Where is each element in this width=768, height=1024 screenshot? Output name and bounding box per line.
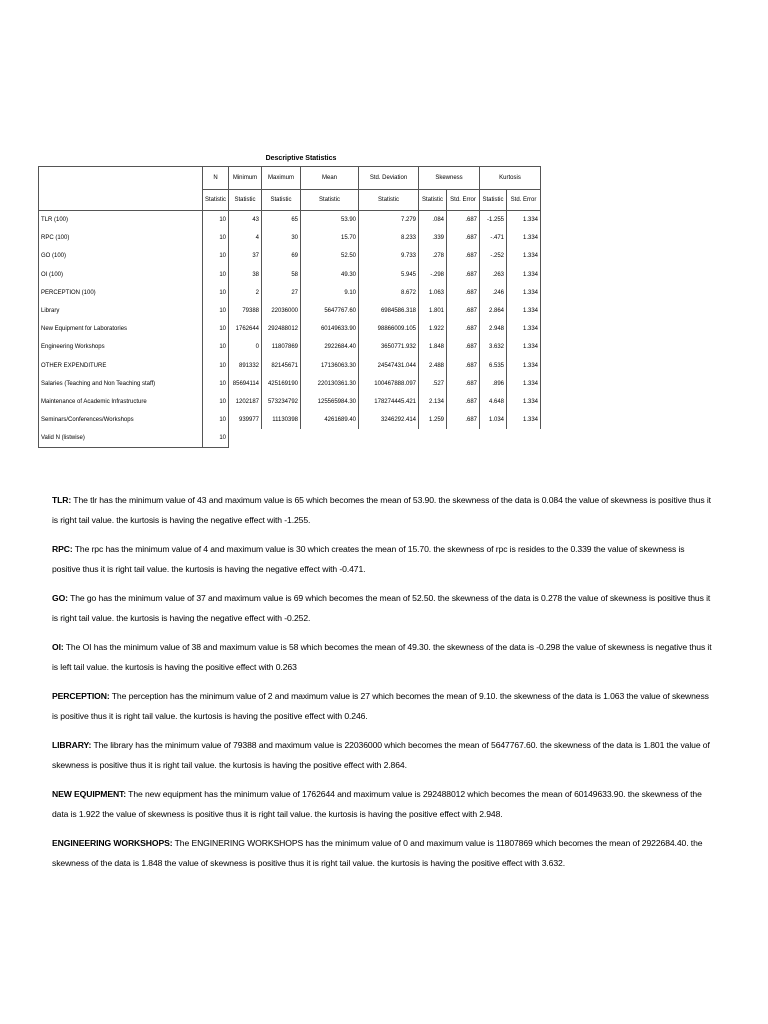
paragraph-text: The ENGINERING WORKSHOPS has the minimum value of 0 and maximum value is 11807869 which becomes the mean of 2922684.40. the skewness of the data is 1.848 the value of skewness is positive thus it is right tail value. the kurtosis is having the positive effect with 3.632. [52,838,703,868]
table-cell: .339 [419,229,447,247]
column-header: Std. Deviation [359,167,419,190]
paragraph-heading: OI: [52,642,64,652]
table-row [39,375,541,393]
table-cell: 24547431.044 [359,357,419,375]
row-label: New Equipment for Laboratories [39,320,203,338]
empty-cell [262,429,301,448]
empty-cell [229,429,262,448]
row-label: PERCEPTION (100) [39,284,203,302]
table-cell: 10 [203,320,229,338]
table-row [39,211,541,230]
table-cell: 425169190 [262,375,301,393]
table-cell: 43 [229,211,262,230]
table-cell: 37 [229,247,262,265]
table-cell: 85694114 [229,375,262,393]
table-cell: 1.063 [419,284,447,302]
paragraph-text: The new equipment has the minimum value of 1762644 and maximum value is 292488012 which becomes the mean of 60149633.90. the skewness of the data is 1.922 the value of skewness is positive thus it is right tail value. the kurtosis is having the positive effect with 2.948. [52,789,702,819]
table-cell: 49.30 [301,266,359,284]
table-cell: .896 [480,375,507,393]
paragraph [52,784,712,824]
paragraph-text: The OI has the minimum value of 38 and maximum value is 58 which becomes the mean of 49.30. the skewness of the data is -0.298 the value of skewness is negative thus it is left tail value. the kurtosis is having the positive effect with 0.263 [52,642,712,672]
subheader: Std. Error [447,190,480,211]
table-cell: 38 [229,266,262,284]
table-cell: 5.945 [359,266,419,284]
table-cell: 1.334 [507,411,541,429]
table-cell: 100467888.097 [359,375,419,393]
table-row [39,302,541,320]
paragraph [52,637,712,677]
table-cell: 2922684.40 [301,338,359,356]
subheader: Statistic [359,190,419,211]
table-cell: .687 [447,320,480,338]
subheader: Std. Error [507,190,541,211]
column-header: Kurtosis [480,167,541,190]
table-cell: .084 [419,211,447,230]
row-label: Seminars/Conferences/Workshops [39,411,203,429]
table-cell: 10 [203,229,229,247]
table-cell: 1.334 [507,338,541,356]
table-body [39,211,541,448]
table-title: Descriptive Statistics [265,155,337,162]
table-cell: 3650771.932 [359,338,419,356]
paragraph-heading: RPC: [52,544,73,554]
table-cell: 6.535 [480,357,507,375]
descriptive-statistics-table [38,166,541,448]
paragraph-heading: TLR: [52,495,72,505]
table-row [39,247,541,265]
table-cell: 5647767.60 [301,302,359,320]
table-cell: 10 [203,284,229,302]
paragraph-text: The perception has the minimum value of 2 and maximum value is 27 which becomes the mean of 9.10. the skewness of the data is 1.063 the value of skewness is positive thus it is right tail value. the kurtosis is having the positive effect with 0.246. [52,691,709,721]
table-row [39,357,541,375]
paragraph-heading: LIBRARY: [52,740,92,750]
table-row [39,338,541,356]
column-header: Minimum [229,167,262,190]
table-cell: .687 [447,357,480,375]
table-cell: 60149633.90 [301,320,359,338]
table-cell: 4 [229,229,262,247]
table-cell: 178274445.421 [359,393,419,411]
table-cell: 11130398 [262,411,301,429]
table-cell: 52.50 [301,247,359,265]
table-cell: 1.334 [507,247,541,265]
subheader: Statistic [229,190,262,211]
table-cell: 3.632 [480,338,507,356]
table-cell: 6984586.318 [359,302,419,320]
table-cell: .687 [447,284,480,302]
empty-cell [447,429,480,448]
table-cell: 1.334 [507,229,541,247]
paragraph-heading: NEW EQUIPMENT: [52,789,127,799]
table-cell: 125565984.30 [301,393,359,411]
row-label: GO (100) [39,247,203,265]
table-cell: 82145671 [262,357,301,375]
row-label: RPC (100) [39,229,203,247]
table-cell: 11807869 [262,338,301,356]
table-cell: 1.922 [419,320,447,338]
row-label: OTHER EXPENDITURE [39,357,203,375]
table-cell: 1.334 [507,302,541,320]
table-cell: 2.864 [480,302,507,320]
table-cell: 10 [203,338,229,356]
table-cell: 9.733 [359,247,419,265]
paragraph-heading: GO: [52,593,68,603]
column-header: Maximum [262,167,301,190]
table-cell: 10 [203,411,229,429]
row-label: Salaries (Teaching and Non Teaching staff) [39,375,203,393]
paragraph-text: The go has the minimum value of 37 and maximum value is 69 which becomes the mean of 52.50. the skewness of the data is 0.278 the value of skewness is positive thus it is right tail value. the kurtosis is having the negative effect with -0.252. [52,593,711,623]
table-cell: 4261689.40 [301,411,359,429]
table-cell: 8.233 [359,229,419,247]
row-label: Valid N (listwise) [39,429,203,448]
table-row [39,284,541,302]
table-cell: 10 [203,266,229,284]
empty-cell [301,429,359,448]
column-header: N [203,167,229,190]
table-cell: 30 [262,229,301,247]
corner-cell [39,167,203,190]
table-cell: 1762644 [229,320,262,338]
table-cell: .687 [447,338,480,356]
table-cell: 79388 [229,302,262,320]
table-cell: 10 [203,429,229,448]
paragraph [52,833,712,873]
paragraph-text: The tlr has the minimum value of 43 and maximum value is 65 which becomes the mean of 53.90. the skewness of the data is 0.084 the value of skewness is positive thus it is right tail value. the kurtosis is having the negative effect with -1.255. [52,495,711,525]
table-cell: 53.90 [301,211,359,230]
table-cell: 1.801 [419,302,447,320]
table-cell: .263 [480,266,507,284]
table-row [39,393,541,411]
table-cell: 58 [262,266,301,284]
table-cell: 573234792 [262,393,301,411]
table-cell: 939977 [229,411,262,429]
table-cell: .687 [447,211,480,230]
paragraph-text: The rpc has the minimum value of 4 and maximum value is 30 which creates the mean of 15.70. the skewness of rpc is resides to the 0.339 the value of skewness is positive thus it is right tail value. the kurtosis is having the negative effect with -0.471. [52,544,685,574]
table-cell: 7.279 [359,211,419,230]
table-row [39,229,541,247]
table-cell: 1.034 [480,411,507,429]
table-cell: -1.255 [480,211,507,230]
table-cell: 2 [229,284,262,302]
table-cell: 2.948 [480,320,507,338]
table-cell: 1.334 [507,211,541,230]
table-cell: 10 [203,375,229,393]
table-cell: .687 [447,247,480,265]
column-header: Mean [301,167,359,190]
table-cell: 1.334 [507,320,541,338]
table-cell: 1.848 [419,338,447,356]
subheader: Statistic [262,190,301,211]
table-cell: 1202187 [229,393,262,411]
subheader: Statistic [480,190,507,211]
row-label: Library [39,302,203,320]
table-row-valid-n [39,429,541,448]
table-cell: 1.259 [419,411,447,429]
subheader: Statistic [419,190,447,211]
table-cell: 1.334 [507,393,541,411]
table-cell: 15.70 [301,229,359,247]
paragraph [52,490,712,530]
table-row [39,411,541,429]
table-cell: 22036000 [262,302,301,320]
table-cell: 1.334 [507,284,541,302]
table-cell: .278 [419,247,447,265]
table-cell: 2.488 [419,357,447,375]
table-cell: 69 [262,247,301,265]
interpretation-text [52,490,712,882]
table-cell: -.252 [480,247,507,265]
row-label: TLR (100) [39,211,203,230]
table-row [39,320,541,338]
paragraph-heading: PERCEPTION: [52,691,110,701]
column-header: Skewness [419,167,480,190]
table-cell: 1.334 [507,266,541,284]
table-cell: 9.10 [301,284,359,302]
table-cell: .687 [447,375,480,393]
table-cell: .687 [447,393,480,411]
table-cell: -.298 [419,266,447,284]
subheader: Statistic [203,190,229,211]
empty-cell [359,429,419,448]
table-cell: .687 [447,302,480,320]
empty-cell [480,429,507,448]
table-cell: 10 [203,211,229,230]
paragraph [52,539,712,579]
paragraph [52,686,712,726]
table-cell: 8.672 [359,284,419,302]
table-cell: .687 [447,411,480,429]
paragraph-heading: ENGINEERING WORKSHOPS: [52,838,173,848]
table-cell: 17136063.30 [301,357,359,375]
corner-cell [39,190,203,211]
table-cell: 0 [229,338,262,356]
table-cell: 10 [203,357,229,375]
table-cell: -.471 [480,229,507,247]
paragraph [52,735,712,775]
table-cell: 1.334 [507,357,541,375]
table-cell: .246 [480,284,507,302]
table-row [39,266,541,284]
table-cell: 220130361.30 [301,375,359,393]
table-cell: .527 [419,375,447,393]
empty-cell [419,429,447,448]
empty-cell [507,429,541,448]
table-cell: 2.134 [419,393,447,411]
table-cell: 27 [262,284,301,302]
subheader: Statistic [301,190,359,211]
row-label: Maintenance of Academic Infrastructure [39,393,203,411]
table-cell: 10 [203,302,229,320]
paragraph [52,588,712,628]
row-label: Engineering Workshops [39,338,203,356]
table-cell: 98866009.105 [359,320,419,338]
row-label: OI (100) [39,266,203,284]
table-cell: 10 [203,393,229,411]
table-cell: 891332 [229,357,262,375]
table-cell: 1.334 [507,375,541,393]
table-cell: 3246292.414 [359,411,419,429]
table-cell: 4.648 [480,393,507,411]
table-cell: 292488012 [262,320,301,338]
table-cell: 65 [262,211,301,230]
paragraph-text: The library has the minimum value of 79388 and maximum value is 22036000 which becomes the mean of 5647767.60. the skewness of the data is 1.801 the value of skewness is positive thus it is right tail value. the kurtosis is having the positive effect with 2.864. [52,740,710,770]
table-cell: 10 [203,247,229,265]
table-cell: .687 [447,266,480,284]
table-cell: .687 [447,229,480,247]
